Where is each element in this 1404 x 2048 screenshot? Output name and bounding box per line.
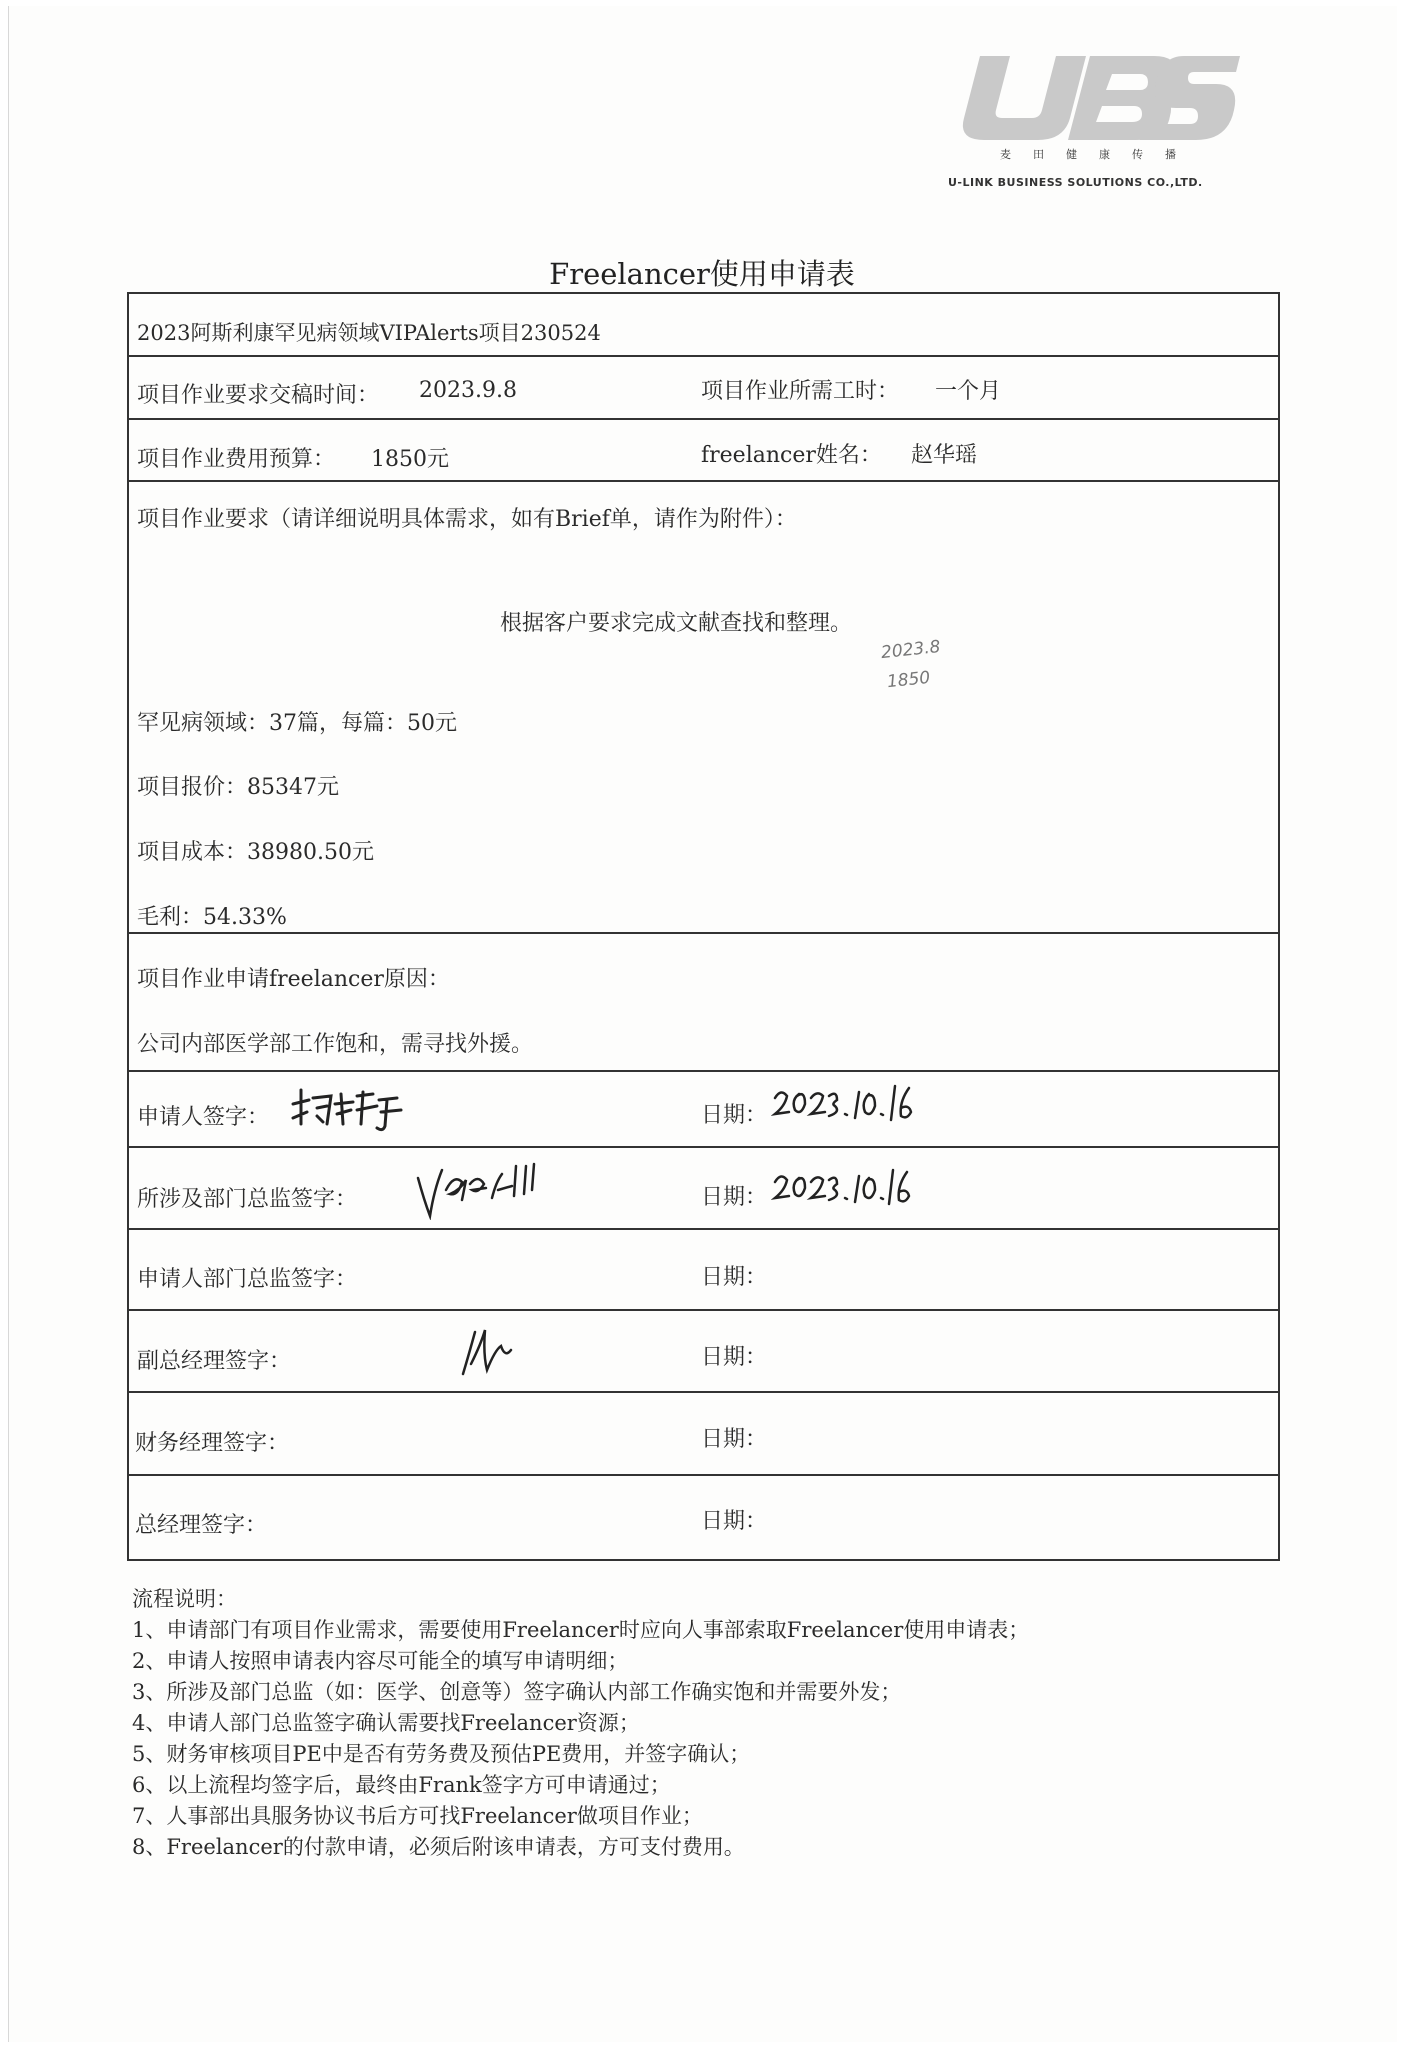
finance-manager-signature-label: 财务经理签字： <box>135 1431 290 1456</box>
form-title: Freelancer使用申请表 <box>549 257 855 291</box>
freelancer-name-label: freelancer姓名： <box>701 443 882 468</box>
rare-disease-line: 罕见病领域：37篇，每篇：50元 <box>137 711 457 736</box>
department-director-signature-label: 所涉及部门总监签字： <box>137 1187 358 1212</box>
row-divider <box>129 1391 1278 1393</box>
process-note-item: 6、以上流程均签字后，最终由Frank签字方可申请通过； <box>132 1773 671 1797</box>
process-note-item: 8、Freelancer的付款申请，必须后附该申请表，方可支付费用。 <box>132 1835 745 1859</box>
requirements-value: 根据客户要求完成文献查找和整理。 <box>500 611 853 636</box>
budget-value: 1850元 <box>371 447 449 472</box>
row-divider <box>129 1070 1278 1072</box>
applicant-date-label: 日期： <box>701 1103 768 1128</box>
cost-line: 项目成本：38980.50元 <box>137 840 374 865</box>
row-divider <box>129 1228 1278 1230</box>
general-manager-signature-label: 总经理签字： <box>135 1513 268 1538</box>
process-note-item: 7、人事部出具服务协议书后方可找Freelancer做项目作业； <box>132 1804 703 1828</box>
process-note-item: 4、申请人部门总监签字确认需要找Freelancer资源； <box>132 1711 640 1735</box>
applicant-director-signature-label: 申请人部门总监签字： <box>137 1267 358 1292</box>
vice-gm-signature-label: 副总经理签字： <box>137 1349 292 1374</box>
margin-line: 毛利：54.33% <box>137 905 287 930</box>
applicant-director-date-label: 日期： <box>701 1265 768 1290</box>
row-divider <box>129 480 1278 482</box>
general-manager-date-label: 日期： <box>701 1509 768 1534</box>
department-director-date-label: 日期： <box>701 1185 768 1210</box>
vice-gm-signature-image <box>459 1324 539 1388</box>
row-divider <box>129 1474 1278 1476</box>
ubs-logo-icon <box>940 48 1240 148</box>
finance-manager-date-label: 日期： <box>701 1427 768 1452</box>
row-divider <box>129 418 1278 420</box>
logo-english-name: U-LINK BUSINESS SOLUTIONS CO.,LTD. <box>948 176 1203 189</box>
reason-label: 项目作业申请freelancer原因： <box>137 967 450 992</box>
budget-label: 项目作业费用预算： <box>137 447 336 472</box>
application-form-table <box>127 292 1280 1561</box>
requirements-label: 项目作业要求（请详细说明具体需求，如有Brief单，请作为附件）： <box>137 507 797 532</box>
work-hours-label: 项目作业所需工时： <box>701 379 900 404</box>
freelancer-name-value: 赵华瑶 <box>911 443 978 468</box>
row-divider <box>129 932 1278 934</box>
process-note-item: 1、申请部门有项目作业需求，需要使用Freelancer时应向人事部索取Freelancer使用申请表； <box>132 1618 1030 1642</box>
deadline-value: 2023.9.8 <box>419 378 517 403</box>
logo-chinese-name: 麦田健康传播 <box>1000 148 1198 161</box>
process-note-item: 2、申请人按照申请表内容尽可能全的填写申请明细； <box>132 1649 629 1673</box>
department-director-date-handwritten <box>771 1162 921 1216</box>
process-note-item: 3、所涉及部门总监（如：医学、创意等）签字确认内部工作确实饱和并需要外发； <box>132 1680 902 1704</box>
row-divider <box>129 355 1278 357</box>
project-name: 2023阿斯利康罕见病领域VIPAlerts项目230524 <box>137 321 601 345</box>
handwritten-note-date: 2023.8 <box>880 636 942 664</box>
process-note-item: 5、财务审核项目PE中是否有劳务费及预估PE费用，并签字确认； <box>132 1742 751 1766</box>
applicant-date-handwritten <box>771 1080 921 1134</box>
reason-value: 公司内部医学部工作饱和，需寻找外援。 <box>137 1032 534 1057</box>
deadline-label: 项目作业要求交稿时间： <box>137 383 380 408</box>
work-hours-value: 一个月 <box>935 379 1002 404</box>
quote-line: 项目报价：85347元 <box>137 775 339 800</box>
row-divider <box>129 1309 1278 1311</box>
department-director-signature-image <box>412 1160 562 1224</box>
vice-gm-date-label: 日期： <box>701 1345 768 1370</box>
row-divider <box>129 1146 1278 1148</box>
process-notes-heading: 流程说明： <box>132 1587 237 1611</box>
handwritten-note-amount: 1850 <box>886 667 932 693</box>
applicant-signature-image <box>287 1084 417 1138</box>
applicant-signature-label: 申请人签字： <box>137 1105 270 1130</box>
process-notes <box>132 1584 1029 1863</box>
